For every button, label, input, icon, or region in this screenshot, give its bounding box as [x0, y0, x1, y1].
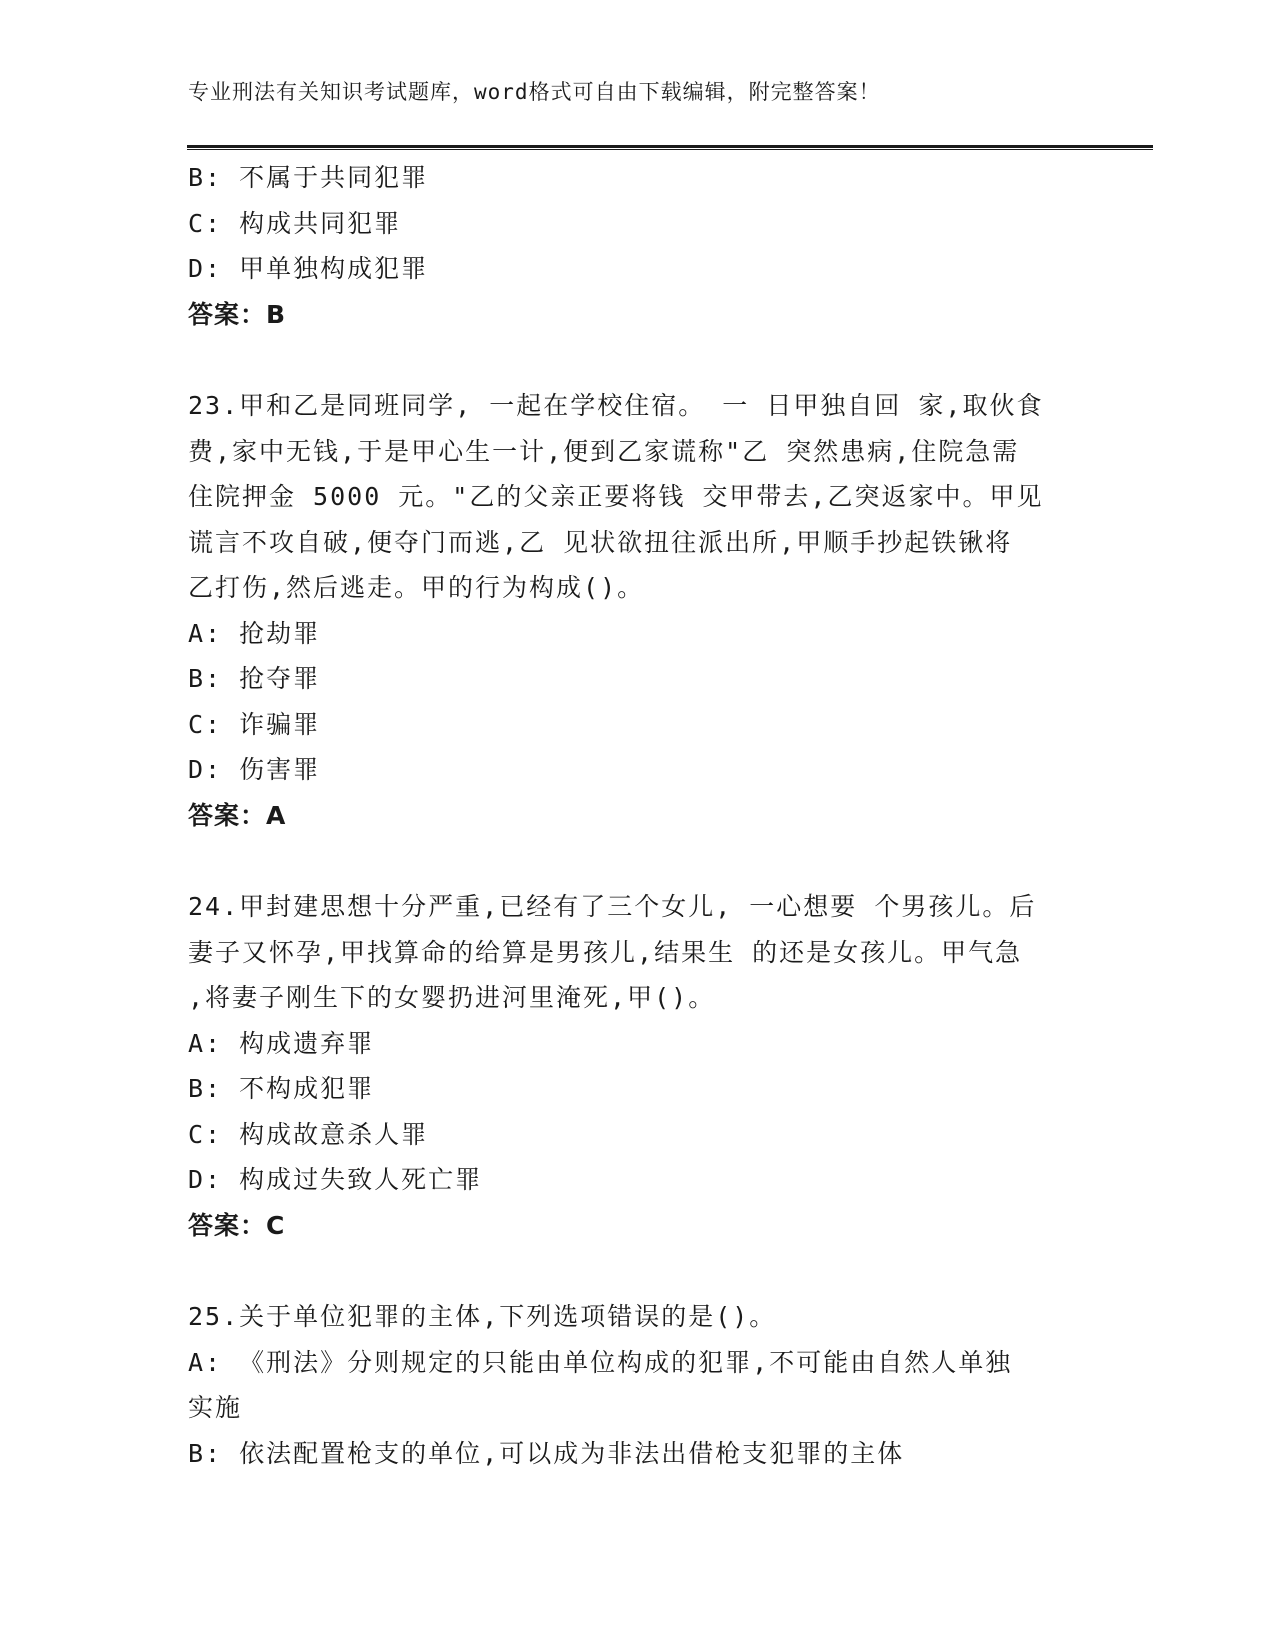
spacer	[188, 337, 1088, 383]
question-stem-line: 23.甲和乙是同班同学, 一起在学校住宿。 一 日甲独自回 家,取伙食	[188, 391, 1044, 420]
option-b: B: 依法配置枪支的单位,可以成为非法出借枪支犯罪的主体	[188, 1438, 905, 1468]
answer: 答案：A	[188, 800, 287, 830]
option-d: D: 构成过失致人死亡罪	[188, 1165, 483, 1194]
option-a: A: 构成遗弃罪	[188, 1028, 375, 1058]
question-stem-line: 妻子又怀孕,甲找算命的给算是男孩儿,结果生 的还是女孩儿。甲气急	[188, 937, 1023, 967]
question-stem-line: 25.关于单位犯罪的主体,下列选项错误的是()。	[188, 1302, 777, 1331]
option-a-continued: 实施	[188, 1393, 243, 1422]
question-stem-line: 乙打伤,然后逃走。甲的行为构成()。	[188, 573, 645, 602]
option-b: B: 不属于共同犯罪	[188, 163, 429, 192]
option-d: D: 伤害罪	[188, 755, 321, 784]
question-24	[188, 884, 1088, 1248]
question-25	[188, 1294, 1088, 1476]
option-b: B: 抢夺罪	[188, 664, 321, 693]
page-header: 专业刑法有关知识考试题库，word格式可自由下载编辑，附完整答案！	[188, 80, 881, 104]
option-b: B: 不构成犯罪	[188, 1074, 375, 1103]
question-stem-line: ,将妻子刚生下的女婴扔进河里淹死,甲()。	[188, 983, 716, 1012]
option-c: C: 构成故意杀人罪	[188, 1119, 429, 1149]
question-stem-line: 费,家中无钱,于是甲心生一计,便到乙家谎称"乙 突然患病,住院急需	[188, 436, 1020, 466]
option-d: D: 甲单独构成犯罪	[188, 254, 429, 283]
question-23	[188, 383, 1088, 838]
question-22	[188, 155, 1088, 337]
question-stem-line: 住院押金 5000 元。"乙的父亲正要将钱 交甲带去,乙突返家中。甲见	[188, 482, 1044, 511]
option-c: C: 构成共同犯罪	[188, 208, 402, 238]
option-c: C: 诈骗罪	[188, 709, 321, 739]
header-divider	[187, 145, 1153, 150]
question-stem-line: 24.甲封建思想十分严重,已经有了三个女儿, 一心想要 个男孩儿。后	[188, 892, 1037, 921]
document-body	[188, 155, 1088, 1476]
spacer	[188, 838, 1088, 884]
question-stem-line: 谎言不攻自破,便夺门而逃,乙 见状欲扭往派出所,甲顺手抄起铁锹将	[188, 527, 1013, 557]
answer: 答案：C	[188, 1210, 286, 1240]
answer: 答案：B	[188, 299, 287, 329]
option-a: A: 《刑法》分则规定的只能由单位构成的犯罪,不可能由自然人单独	[188, 1347, 1013, 1377]
option-a: A: 抢劫罪	[188, 618, 321, 648]
spacer	[188, 1248, 1088, 1294]
